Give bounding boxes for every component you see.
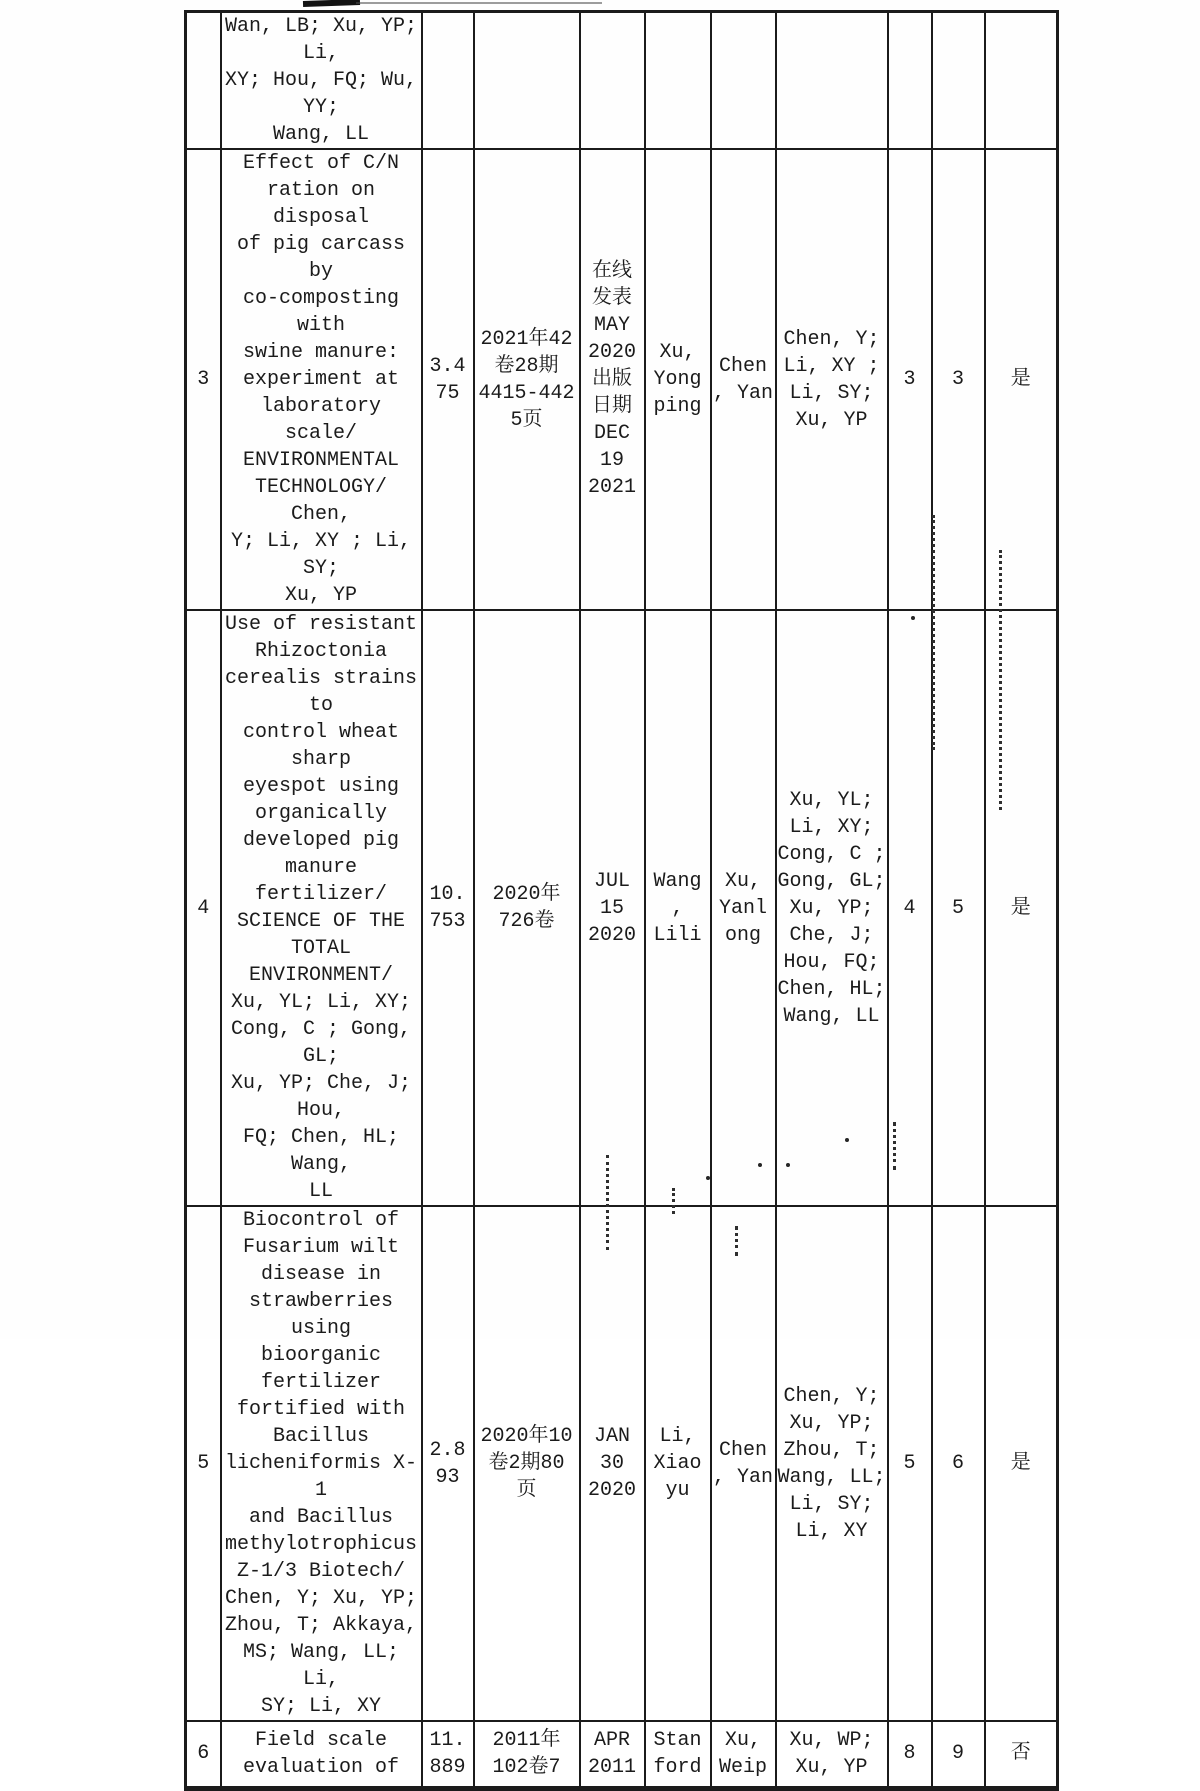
table-row-3 <box>186 149 1058 610</box>
authors-cell: Xu, YL; Li, XY; Cong, C ; Gong, GL; Xu, YP; Che, J; Hou, FQ; Chen, HL; Wang, LL <box>776 610 888 1206</box>
yes-no-cell: 否 <box>985 1721 1058 1788</box>
date-cell <box>580 12 645 150</box>
date-cell: APR 2011 <box>580 1721 645 1788</box>
row-number-cell <box>186 12 221 150</box>
impact-factor-cell: 2.8 93 <box>422 1206 474 1721</box>
volume-issue-cell: 2020年10 卷2期80 页 <box>474 1206 580 1721</box>
number2-cell: 5 <box>932 610 985 1206</box>
title-cell: Field scale evaluation of <box>221 1721 422 1788</box>
authors-cell: Chen, Y; Li, XY ; Li, SY; Xu, YP <box>776 149 888 610</box>
impact-factor-cell: 11. 889 <box>422 1721 474 1788</box>
volume-issue-cell: 2011年 102卷7 <box>474 1721 580 1788</box>
title-cell: Use of resistant Rhizoctonia cerealis strains to control wheat sharp eyespot using organically developed pig manure fertilizer/ SCIENCE OF THE TOTAL ENVIRONMENT/ Xu, YL; Li, XY; Cong, C ; Gong, GL; Xu, YP; Che, J; Hou, FQ; Chen, HL; Wang, LL <box>221 610 422 1206</box>
row-number-cell: 6 <box>186 1721 221 1788</box>
number1-cell: 8 <box>888 1721 932 1788</box>
yes-no-cell: 是 <box>985 610 1058 1206</box>
author1-cell: Xu, Yong ping <box>645 149 711 610</box>
row-number-cell: 4 <box>186 610 221 1206</box>
table-row-6 <box>186 1721 1058 1788</box>
authors-cell <box>776 12 888 150</box>
number2-cell: 9 <box>932 1721 985 1788</box>
author2-cell: Xu, Yanl ong <box>711 610 776 1206</box>
yes-no-cell: 是 <box>985 1206 1058 1721</box>
author1-cell <box>645 12 711 150</box>
date-cell: 在线 发表 MAY 2020 出版 日期 DEC 19 2021 <box>580 149 645 610</box>
authors-cell: Chen, Y; Xu, YP; Zhou, T; Wang, LL; Li, SY; Li, XY <box>776 1206 888 1721</box>
number1-cell: 4 <box>888 610 932 1206</box>
impact-factor-cell: 10. 753 <box>422 610 474 1206</box>
number2-cell: 6 <box>932 1206 985 1721</box>
number2-cell <box>932 12 985 150</box>
author2-cell: Chen , Yan <box>711 1206 776 1721</box>
date-cell: JAN 30 2020 <box>580 1206 645 1721</box>
table-row-4 <box>186 610 1058 1206</box>
author1-cell: Stan ford <box>645 1721 711 1788</box>
author1-cell: Li, Xiao yu <box>645 1206 711 1721</box>
title-cell: Effect of C/N ration on disposal of pig carcass by co-composting with swine manure: experiment at laboratory scale/ ENVIRONMENTAL TECHNOLOGY/ Chen, Y; Li, XY ; Li, SY; Xu, YP <box>221 149 422 610</box>
publications-table <box>184 10 1059 1791</box>
volume-issue-cell <box>474 12 580 150</box>
volume-issue-cell: 2020年 726卷 <box>474 610 580 1206</box>
author2-cell: Xu, Weip <box>711 1721 776 1788</box>
volume-issue-cell: 2021年42 卷28期 4415-442 5页 <box>474 149 580 610</box>
title-cell: Biocontrol of Fusarium wilt disease in strawberries using bioorganic fertilizer fortified with Bacillus licheniformis X-1 and Bacillus methylotrophicus Z-1/3 Biotech/ Chen, Y; Xu, YP; Zhou, T; Akkaya, MS; Wang, LL; Li, SY; Li, XY <box>221 1206 422 1721</box>
number2-cell: 3 <box>932 149 985 610</box>
impact-factor-cell <box>422 12 474 150</box>
authors-cell: Xu, WP; Xu, YP <box>776 1721 888 1788</box>
scan-artifact <box>356 2 602 4</box>
yes-no-cell <box>985 12 1058 150</box>
number1-cell: 3 <box>888 149 932 610</box>
scan-artifact <box>303 0 360 7</box>
impact-factor-cell: 3.4 75 <box>422 149 474 610</box>
author2-cell <box>711 12 776 150</box>
title-cell: Wan, LB; Xu, YP; Li, XY; Hou, FQ; Wu, YY; Wang, LL <box>221 12 422 150</box>
author2-cell: Chen , Yan <box>711 149 776 610</box>
table-row-continuation <box>186 12 1058 150</box>
number1-cell <box>888 12 932 150</box>
table-row-5 <box>186 1206 1058 1721</box>
author1-cell: Wang , Lili <box>645 610 711 1206</box>
row-number-cell: 3 <box>186 149 221 610</box>
row-number-cell: 5 <box>186 1206 221 1721</box>
number1-cell: 5 <box>888 1206 932 1721</box>
date-cell: JUL 15 2020 <box>580 610 645 1206</box>
yes-no-cell: 是 <box>985 149 1058 610</box>
